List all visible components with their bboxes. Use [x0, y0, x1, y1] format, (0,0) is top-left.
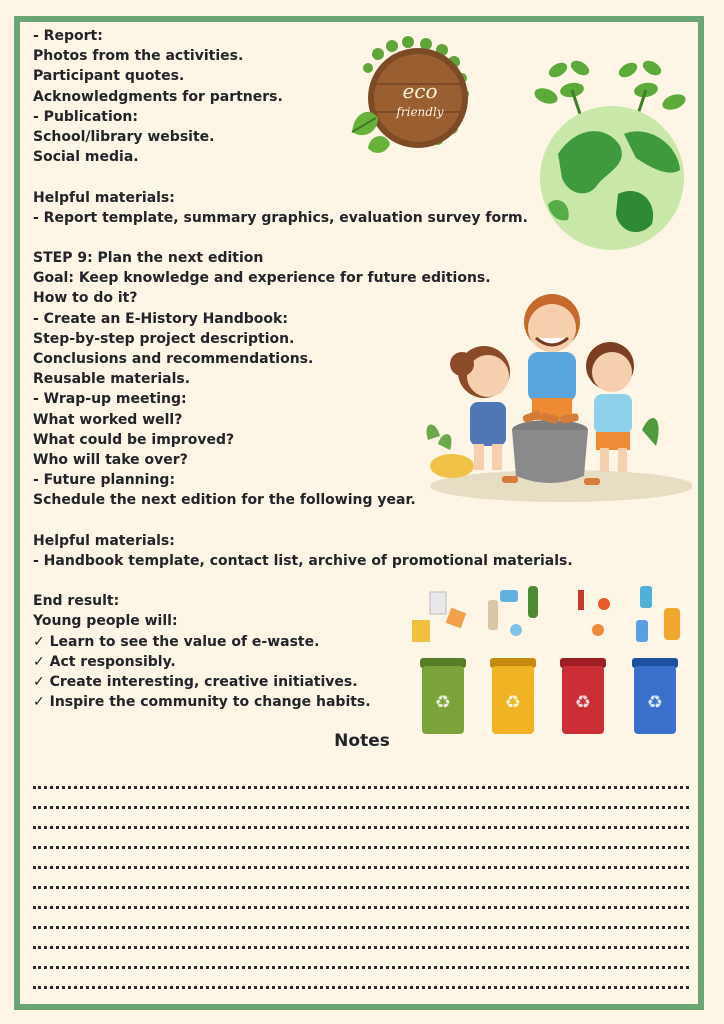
badge-text-eco: eco	[402, 79, 438, 103]
notes-line	[33, 786, 689, 789]
text-line: - Publication:	[33, 108, 138, 125]
eco-friendly-badge-icon	[348, 36, 480, 160]
text-line: Participant quotes.	[33, 68, 185, 85]
text-line: Step-by-step project description.	[33, 330, 295, 347]
text-line: What could be improved?	[33, 431, 235, 448]
text-line: Young people will:	[33, 613, 178, 630]
step-heading: STEP 9: Plan the next edition	[33, 250, 264, 267]
text-line: Photos from the activities.	[33, 48, 244, 65]
checklist-item: ✓ Learn to see the value of e-waste.	[33, 633, 320, 650]
svg-text:♻: ♻	[434, 692, 452, 713]
notes-line	[33, 886, 689, 889]
text-line: - Create an E-History Handbook:	[33, 310, 288, 327]
badge-text-friendly: friendly	[396, 105, 444, 119]
svg-text:♻: ♻	[646, 692, 664, 713]
blank-line	[33, 228, 573, 248]
blank-line	[33, 511, 573, 531]
text-line: School/library website.	[33, 128, 215, 145]
svg-text:♻: ♻	[574, 692, 592, 713]
text-line: Social media.	[33, 149, 139, 166]
notes-line	[33, 826, 689, 829]
text-line: Who will take over?	[33, 451, 188, 468]
recycling-bins-illustration	[408, 582, 696, 742]
text-line: How to do it?	[33, 290, 138, 307]
text-line: Helpful materials:	[33, 532, 175, 549]
text-line: Goal: Keep knowledge and experience for future editions.	[33, 270, 491, 287]
checklist-item: ✓ Act responsibly.	[33, 653, 176, 670]
checklist-item: ✓ Create interesting, creative initiatives.	[33, 674, 358, 690]
text-line: Acknowledgments for partners.	[33, 88, 283, 105]
text-line: Helpful materials:	[33, 189, 175, 206]
notes-line	[33, 866, 689, 869]
blue-bin	[632, 658, 678, 734]
notes-line	[33, 946, 689, 949]
text-line: - Report:	[33, 28, 103, 44]
text-line: - Handbook template, contact list, archive of promotional materials.	[33, 552, 573, 569]
green-bin	[420, 658, 466, 734]
notes-line	[33, 926, 689, 929]
notes-line	[33, 966, 689, 969]
text-line: End result:	[33, 593, 120, 610]
notes-title: Notes	[334, 731, 390, 751]
text-line: Schedule the next edition for the following year.	[33, 492, 416, 509]
notes-line	[33, 846, 689, 849]
text-line: - Future planning:	[33, 472, 176, 489]
notes-line	[33, 906, 689, 909]
yellow-bin	[490, 658, 536, 734]
text-line: - Wrap-up meeting:	[33, 391, 187, 408]
notes-line	[33, 986, 689, 989]
text-line: What worked well?	[33, 411, 183, 428]
notes-line	[33, 806, 689, 809]
children-recycling-illustration	[412, 280, 692, 506]
checklist-item: ✓ Inspire the community to change habits.	[33, 694, 371, 711]
text-line: - Report template, summary graphics, evaluation survey form.	[33, 209, 528, 226]
text-line: Conclusions and recommendations.	[33, 351, 314, 367]
earth-globe-icon	[528, 54, 692, 254]
red-bin	[560, 658, 606, 734]
blank-line	[33, 167, 573, 187]
text-line: Reusable materials.	[33, 371, 191, 388]
svg-text:♻: ♻	[504, 692, 522, 713]
